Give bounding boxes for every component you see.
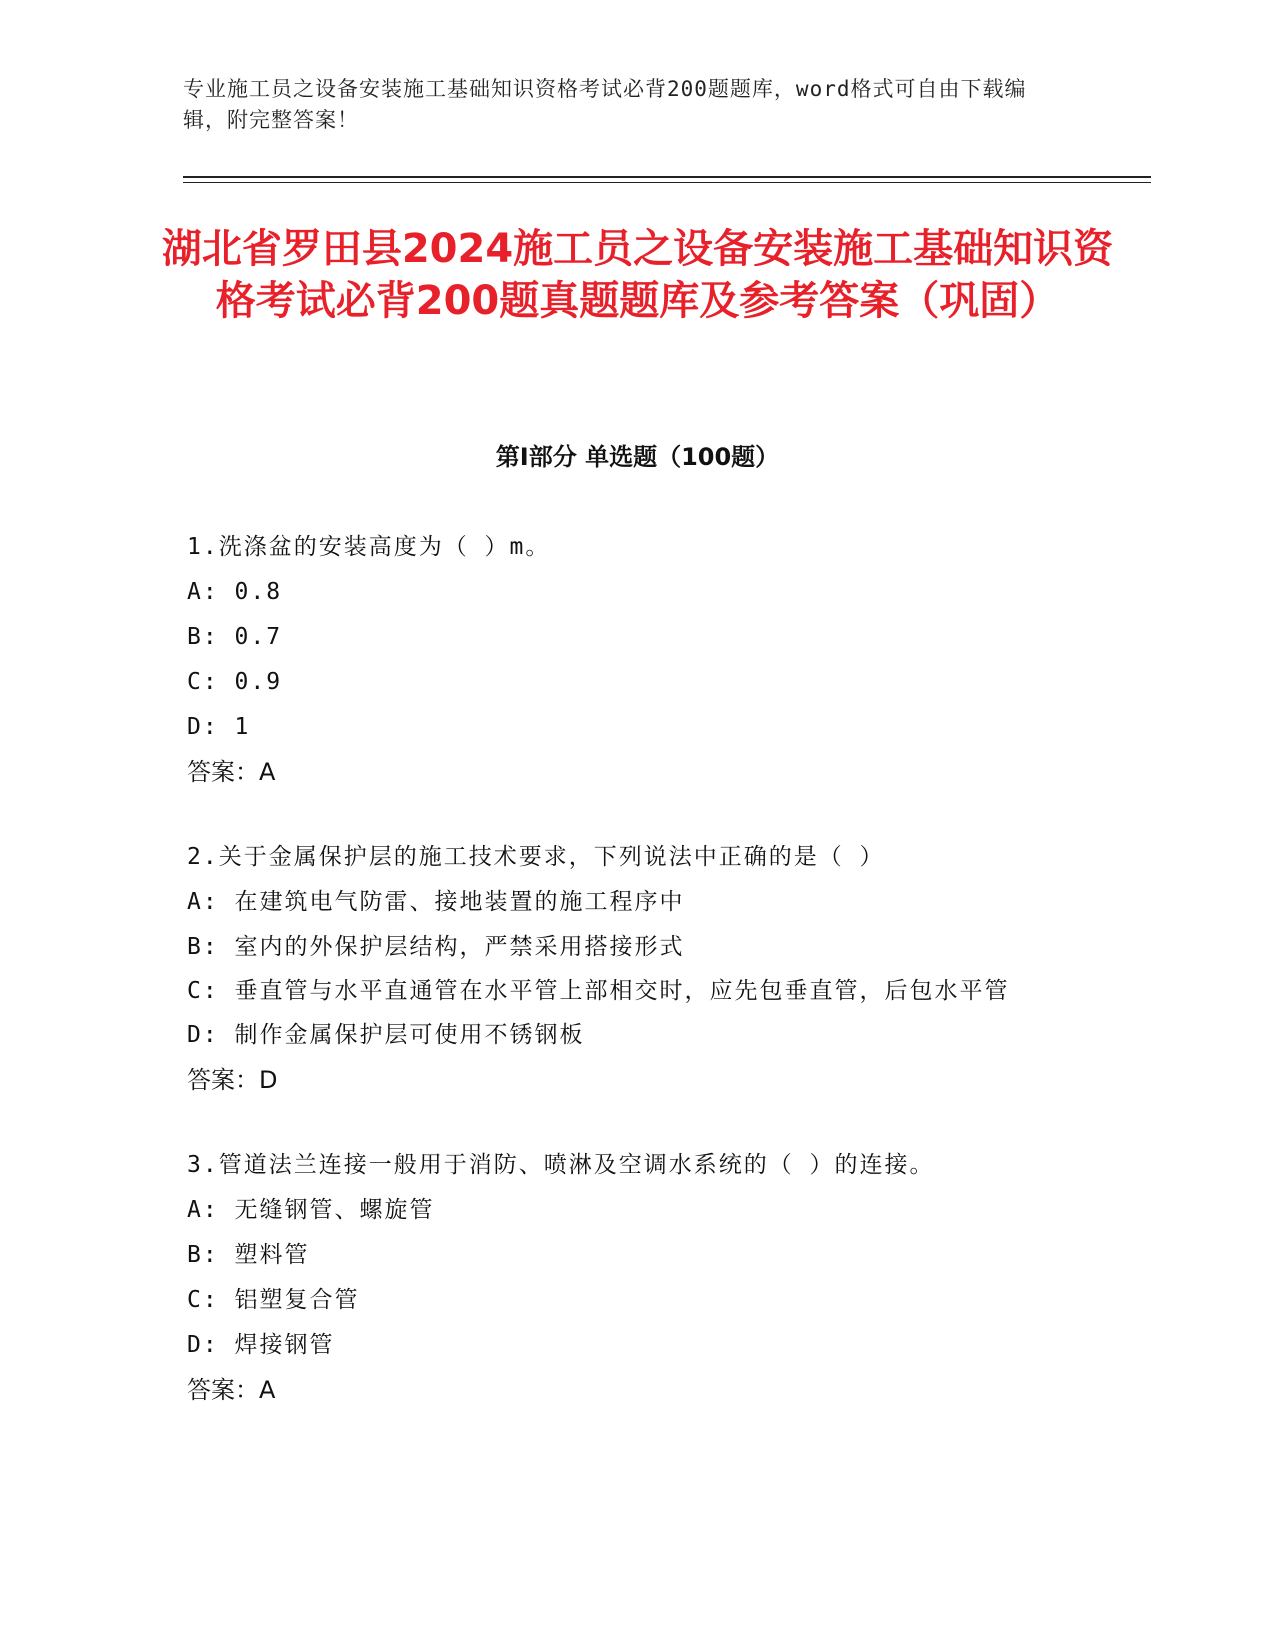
question-2 bbox=[187, 835, 1087, 1103]
option-d: D: 焊接钢管 bbox=[187, 1332, 335, 1358]
answer-line bbox=[187, 1368, 1087, 1413]
option-b: B: 室内的外保护层结构，严禁采用搭接形式 bbox=[187, 934, 685, 960]
option-c: C: 铝塑复合管 bbox=[187, 1287, 360, 1313]
question-stem: 2.关于金属保护层的施工技术要求，下列说法中正确的是（ ） bbox=[187, 844, 885, 870]
option-a: A: 0.8 bbox=[187, 579, 283, 605]
header-rule-thick bbox=[183, 176, 1151, 178]
answer-value: A bbox=[259, 1376, 276, 1404]
answer-value: A bbox=[259, 758, 276, 786]
option-c: C: 垂直管与水平直通管在水平管上部相交时，应先包垂直管，后包水平管 bbox=[187, 978, 1010, 1004]
question-3 bbox=[187, 1143, 1087, 1413]
answer-label: 答案： bbox=[187, 758, 259, 786]
question-stem: 3.管道法兰连接一般用于消防、喷淋及空调水系统的（ ）的连接。 bbox=[187, 1152, 935, 1178]
answer-label: 答案： bbox=[187, 1376, 259, 1404]
answer-line bbox=[187, 750, 1087, 795]
answer-label: 答案： bbox=[187, 1066, 259, 1094]
option-b: B: 0.7 bbox=[187, 624, 283, 650]
section-heading: 第Ⅰ部分 单选题（100题） bbox=[495, 443, 780, 471]
question-1 bbox=[187, 525, 1087, 795]
option-a: A: 无缝钢管、螺旋管 bbox=[187, 1197, 435, 1223]
option-d: D: 制作金属保护层可使用不锈钢板 bbox=[187, 1022, 585, 1048]
option-c: C: 0.9 bbox=[187, 669, 283, 695]
answer-line bbox=[187, 1058, 1087, 1103]
option-a: A: 在建筑电气防雷、接地装置的施工程序中 bbox=[187, 889, 685, 915]
answer-value: D bbox=[259, 1066, 278, 1094]
option-b: B: 塑料管 bbox=[187, 1242, 310, 1268]
document-title: 湖北省罗田县2024施工员之设备安装施工基础知识资格考试必背200题真题题库及参考答案（巩固） bbox=[161, 226, 1114, 324]
question-list bbox=[187, 525, 1087, 1453]
header-note: 专业施工员之设备安装施工基础知识资格考试必背200题题库，word格式可自由下载编辑，附完整答案！ bbox=[183, 77, 1027, 132]
question-stem: 1.洗涤盆的安装高度为（ ）m。 bbox=[187, 534, 551, 560]
header-rule-thin bbox=[183, 182, 1151, 183]
option-d: D: 1 bbox=[187, 714, 251, 740]
